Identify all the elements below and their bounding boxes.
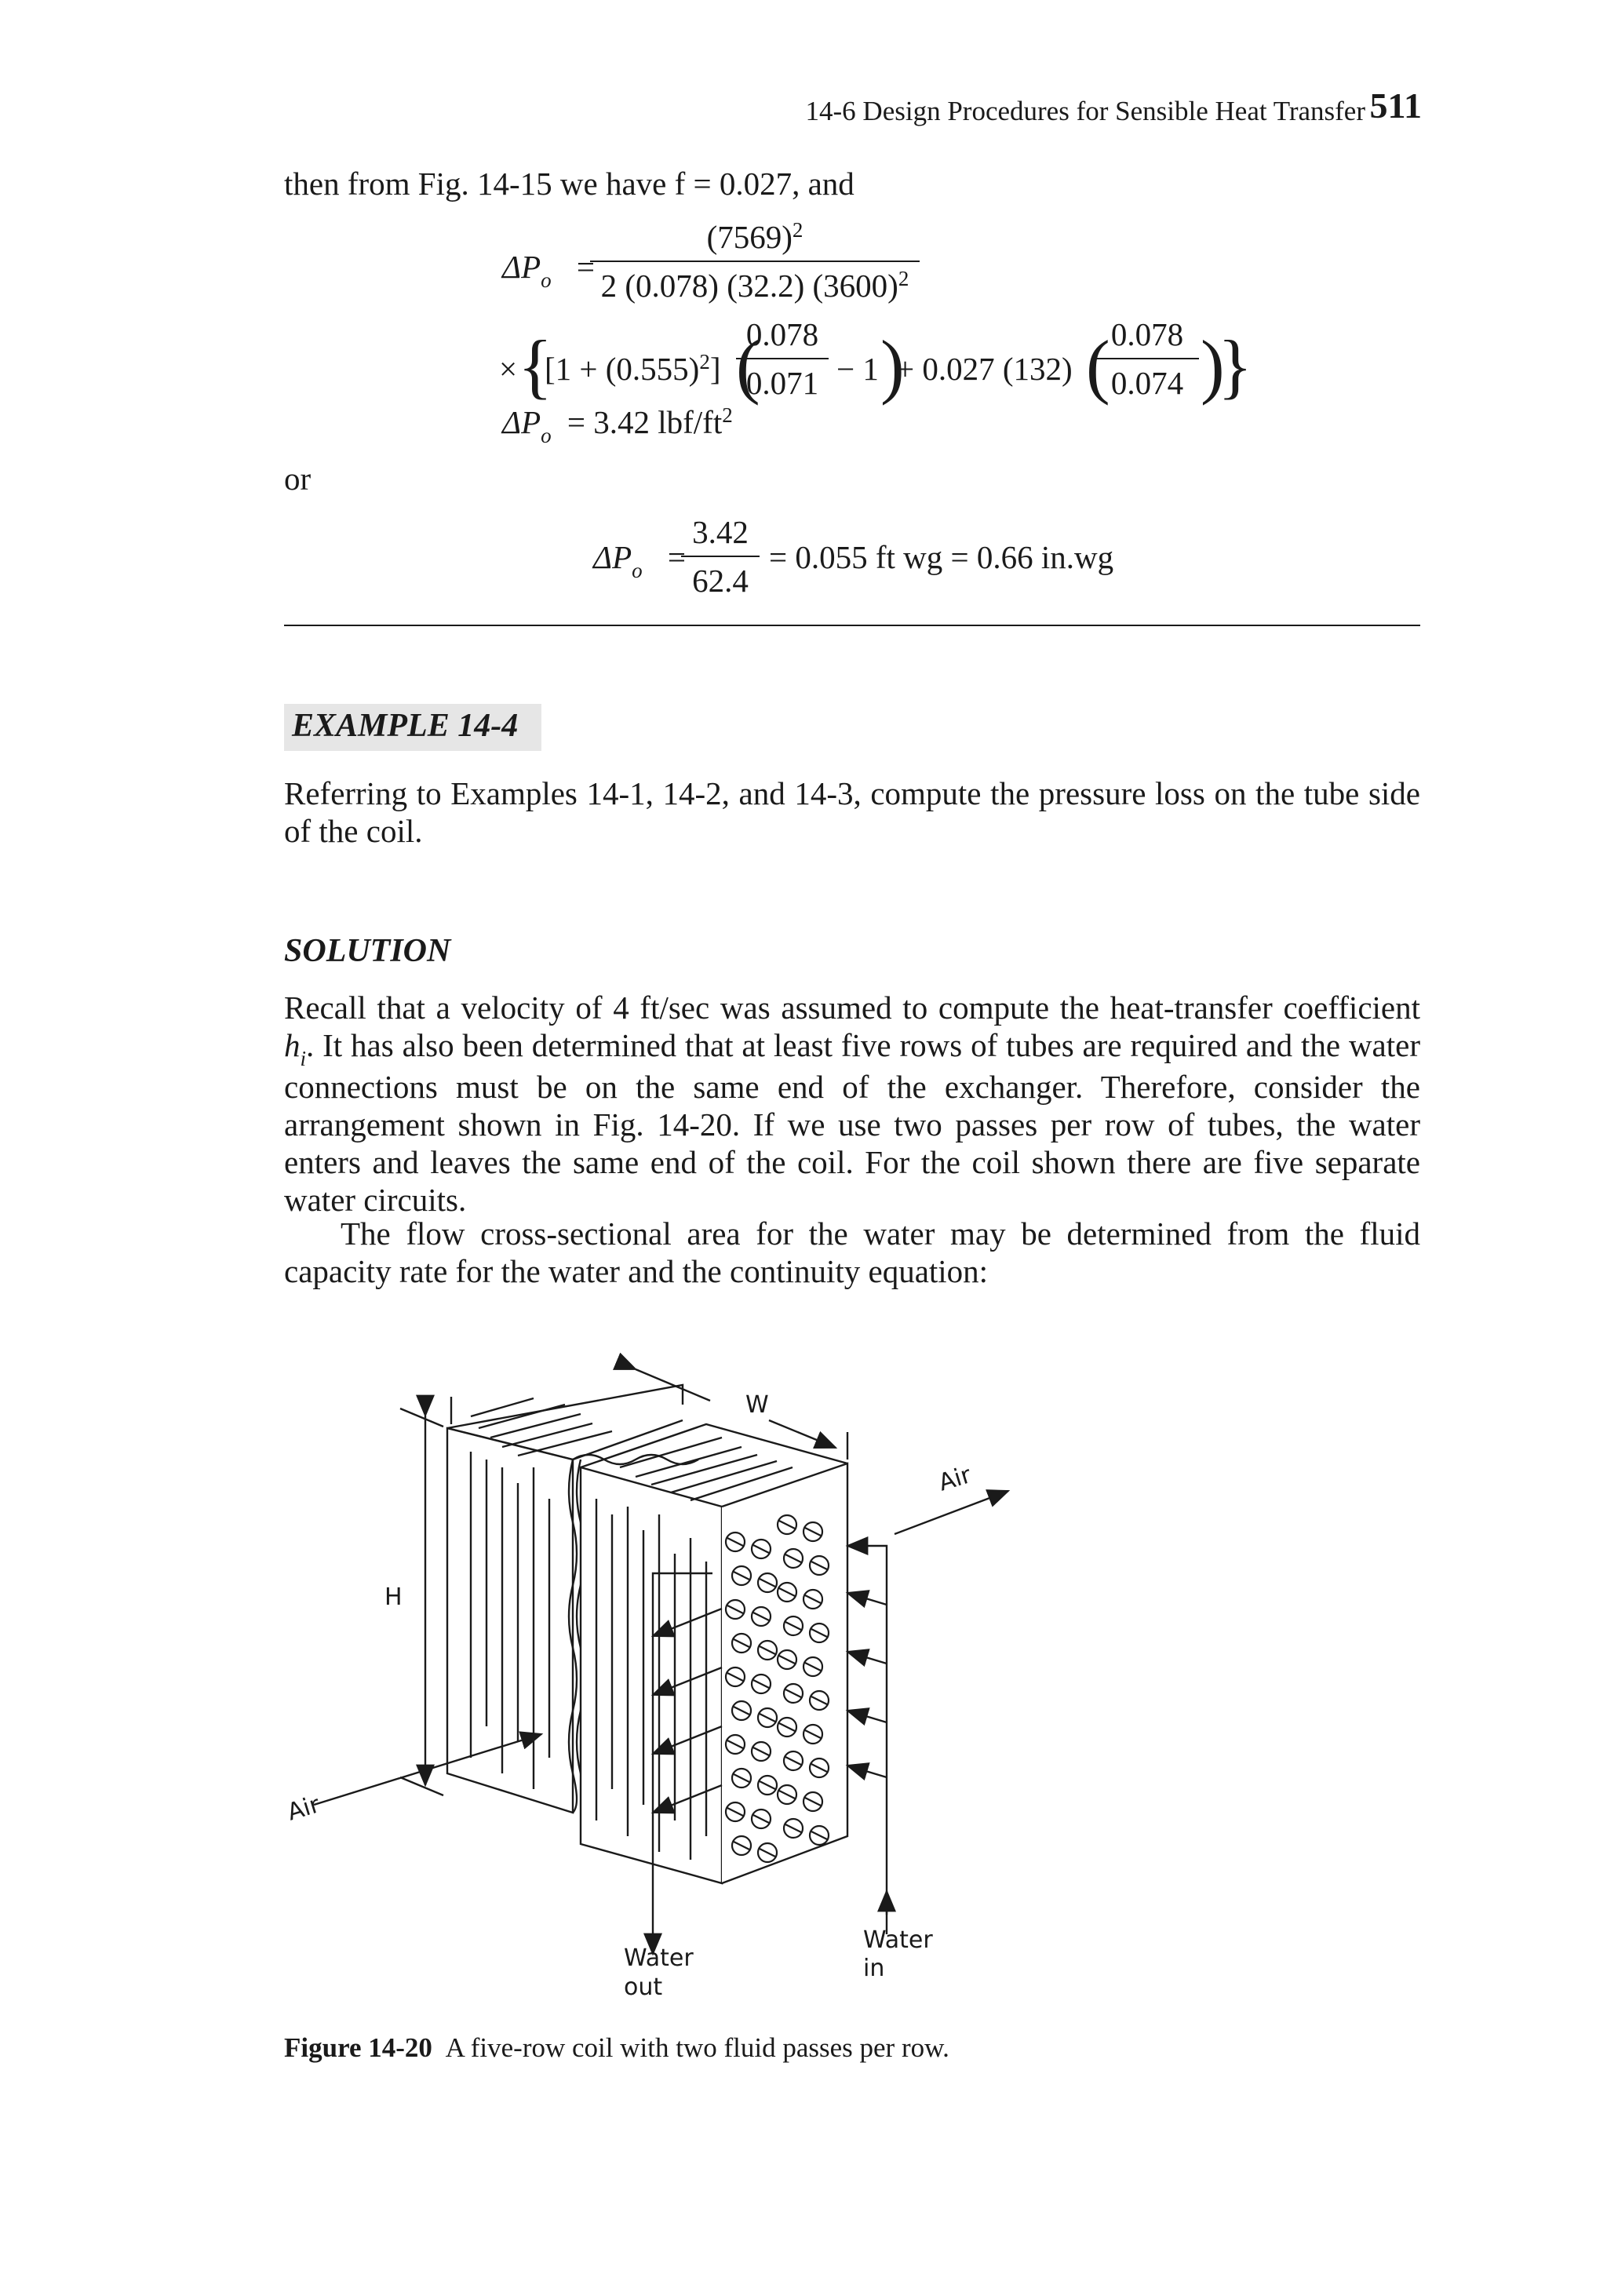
label-air-in: Air <box>284 1791 323 1827</box>
label-water-in-1: Water <box>863 1926 933 1954</box>
figure-caption-number: Figure 14-20 <box>284 2032 432 2063</box>
delta-p-sub: o <box>541 268 552 292</box>
label-w: W <box>745 1391 769 1419</box>
label-water-out-1: Water <box>624 1944 694 1972</box>
eq1-fraction <box>590 218 920 304</box>
section-divider <box>284 625 1420 626</box>
figure-caption-text: A five-row coil with two fluid passes per row. <box>445 2032 949 2063</box>
eq1-numerator: $(7569)^2$ <box>706 218 804 255</box>
eq1-denominator: 2 (0.078) (32.2) $(3600)^2$ <box>600 267 909 304</box>
section-title: 14-6 Design Procedures for Sensible Heat Transfer <box>805 96 1365 126</box>
eq2-frac1: 0.078 0.071 <box>736 315 829 402</box>
eq4-result: = 0.055 ft wg = 0.66 in.wg <box>769 539 1114 575</box>
figure-caption <box>284 2032 949 2064</box>
coil-diagram <box>282 1350 1067 2024</box>
running-head <box>0 85 1607 132</box>
delta-p-symbol: ΔP <box>502 249 541 285</box>
eq4-lhs: $\Delta P_o$ = <box>593 539 686 582</box>
eq2-frac2: 0.078 0.074 <box>1095 315 1199 402</box>
label-h: H <box>384 1584 403 1611</box>
label-water-out-2: out <box>624 1973 663 2001</box>
example-problem: Referring to Examples 14-1, 14-2, and 14-3, compute the pressure loss on the tube side of the coil. <box>284 775 1420 849</box>
label-water-in-2: in <box>863 1955 885 1982</box>
eq1-lhs: $\Delta P_o$ = <box>502 249 595 292</box>
eq3-line: $\Delta P_o = 3.42$ lbf/$ft^2$ <box>502 403 733 447</box>
eq2-bracket: $[1 + (0.555)^2]$ <box>545 350 721 387</box>
solution-heading: SOLUTION <box>284 933 451 969</box>
example-label-box <box>284 704 541 751</box>
label-air-out: Air <box>935 1461 975 1497</box>
or-text: or <box>284 461 312 497</box>
intro-line: then from Fig. 14-15 we have f = 0.027, and <box>284 166 855 202</box>
solution-paragraph-2: The flow cross-sectional area for the water may be determined from the fluid capacity rate for the water and the continuity equation: <box>284 1215 1420 1289</box>
eq4-fraction: 3.42 62.4 <box>681 513 760 600</box>
example-label: EXAMPLE 14-4 <box>292 708 519 744</box>
page-number: 511 <box>1369 86 1422 126</box>
solution-paragraph-1: Recall that a velocity of 4 ft/sec was assumed to compute the heat-transfer coefficient $h_i$. It has also been determined that at least five rows of tubes are required and the water connections must be on the same end of the exchanger. Therefore, consider the arrangement shown in Fig. 14-20. If we use two passes per row of tubes, the water enters and leaves the same end of the coil. For the coil shown there are five separate water circuits. <box>284 989 1420 1218</box>
